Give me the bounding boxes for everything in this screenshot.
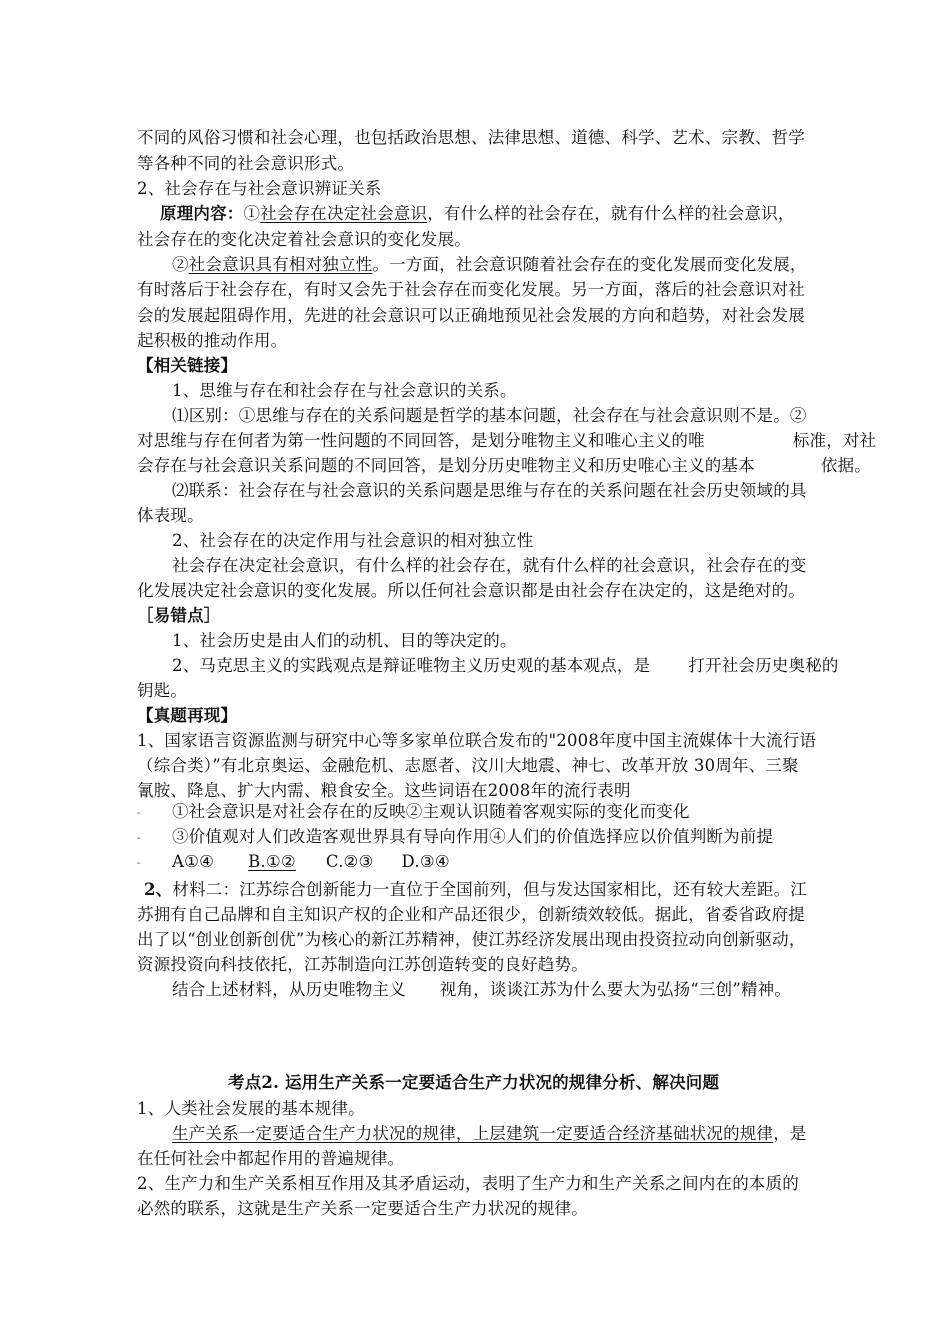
text-line: 2、社会存在的决定作用与社会意识的相对独立性	[172, 531, 534, 550]
text-line	[137, 430, 876, 452]
text-line: 体表现。	[137, 506, 204, 525]
choice-c: C.②③	[325, 852, 374, 871]
text-line	[172, 655, 839, 677]
text-line: 2、生产力和生产关系相互作用及其矛盾运动，表明了生产力和生产关系之间内在的本质的	[137, 1174, 799, 1193]
text-line: 必然的联系，这就是生产关系一定要适合生产力状况的规律。	[137, 1199, 588, 1218]
text-line: 等各种不同的社会意识形式。	[137, 154, 355, 173]
answer-choices	[172, 851, 450, 873]
underlined-law: 生产关系一定要适合生产力状况的规律，上层建筑一定要适合经济基础状况的规律	[172, 1124, 774, 1143]
text-line: 1、人类社会发展的基本规律。	[137, 1099, 365, 1118]
section-heading: 【相关链接】	[137, 356, 238, 375]
text-span: ，有什么样的社会存在，就有什么样的社会意识，	[427, 204, 795, 223]
principle-label: 原理内容：	[160, 204, 244, 223]
answer-option-line: ③价值观对人们改造客观世界具有导向作用④人们的价值选择应以价值判断为前提	[172, 827, 774, 846]
question-text: 1、国家语言资源监测与研究中心等多家单位联合发布的"2008年度中国主流媒体十大流行语	[137, 731, 817, 750]
text-span: 打开社会历史奥秘的	[688, 656, 839, 675]
text-span: 。一方面，社会意识随着社会存在的变化发展而变化发展，	[372, 255, 807, 274]
text-line: 不同的风俗习惯和社会心理，也包括政治思想、法律思想、道德、科学、艺术、宗教、哲学	[137, 128, 805, 147]
text-line: ⑵联系：社会存在与社会意识的关系问题是思维与存在的关系问题在社会历史领域的具	[172, 481, 807, 500]
choice-b: B.①②	[248, 852, 296, 871]
principle-line-1	[160, 203, 795, 225]
text-line	[172, 1123, 807, 1145]
text-line: 起积极的推动作用。	[137, 331, 288, 350]
question-text: （综合类）”有北京奥运、金融危机、志愿者、汶川大地震、神七、改革开放 30周年、三聚	[137, 756, 799, 775]
text-span: 会存在与社会意识关系问题的不同回答，是划分历史唯物主义和历史唯心主义的基本	[137, 456, 755, 475]
text-span: 材料二：江苏综合创新能力一直位于全国前列，但与发达国家相比，还有较大差距。江	[172, 880, 807, 899]
text-span: 依据。	[820, 456, 872, 475]
question-text: 氰胺、降息、扩大内需、粮食安全。这些词语在2008年的流行表明	[137, 781, 631, 800]
section-heading: ［易错点］	[137, 606, 221, 625]
question-text: 苏拥有自己品牌和自主知识产权的企业和产品还很少，创新绩效较低。据此，省委省政府提	[137, 905, 805, 924]
text-span: ，是	[773, 1124, 807, 1143]
question-text	[172, 979, 791, 1001]
text-span: ①	[243, 204, 261, 223]
text-line: 在任何社会中都起作用的普遍规律。	[137, 1149, 405, 1168]
underlined-term: 社会存在决定社会意识	[260, 204, 428, 223]
text-line: 化发展决定社会意识的变化发展。所以任何社会意识都是由社会存在决定的，这是绝对的。	[137, 581, 805, 600]
answer-option-line: ①社会意识是对社会存在的反映②主观认识随着客观实际的变化而变化	[172, 802, 690, 821]
principle-line-2	[172, 254, 807, 276]
bullet-marker: -	[137, 858, 141, 869]
text-line: 有时落后于社会存在，有时又会先于社会存在而变化发展。另一方面，落后的社会意识对社	[137, 280, 805, 299]
text-span: 对思维与存在何者为第一性问题的不同回答，是划分唯物主义和唯心主义的唯	[137, 431, 705, 450]
text-line: ⑴区别：①思维与存在的关系问题是哲学的基本问题，社会存在与社会意识则不是。②	[172, 406, 807, 425]
text-line: 1、社会历史是由人们的动机、目的等决定的。	[172, 631, 517, 650]
text-line: 社会存在决定社会意识，有什么样的社会存在，就有什么样的社会意识，社会存在的变	[172, 556, 807, 575]
question-text: 资源投资向科技依托，江苏制造向江苏创造转变的良好趋势。	[137, 955, 588, 974]
topic-heading: 考点2. 运用生产关系一定要适合生产力状况的规律分析、解决问题	[228, 1073, 720, 1092]
choice-a: A①④	[172, 852, 215, 871]
text-span: 标准，对社	[792, 431, 877, 450]
text-span: 视角，谈谈江苏为什么要大为弘扬“三创”精神。	[439, 980, 792, 999]
choice-d: D.③④	[401, 852, 450, 871]
bullet-marker: -	[137, 808, 141, 819]
text-line: 社会存在的变化决定着社会意识的变化发展。	[137, 230, 471, 249]
question-text	[144, 879, 807, 901]
text-line: 钥匙。	[137, 681, 188, 700]
text-line: 会的发展起阻碍作用，先进的社会意识可以正确地预见社会发展的方向和趋势，对社会发展	[137, 306, 805, 325]
text-span: ②	[172, 255, 189, 274]
underlined-term: 社会意识具有相对独立性	[188, 255, 373, 274]
section-heading: 2、社会存在与社会意识辨证关系	[137, 179, 382, 198]
text-span: 2、马克思主义的实践观点是辩证唯物主义历史观的基本观点，是	[172, 656, 651, 675]
question-number: 2、	[144, 880, 173, 899]
text-span: 结合上述材料，从历史唯物主义	[172, 980, 406, 999]
bullet-marker: -	[137, 833, 141, 844]
text-line	[137, 455, 871, 477]
text-line: 1、思维与存在和社会存在与社会意识的关系。	[172, 381, 517, 400]
section-heading: 【真题再现】	[137, 706, 238, 725]
question-text: 出了以“创业创新创优”为核心的新江苏精神，使江苏经济发展出现由投资拉动向创新驱动，	[137, 930, 806, 949]
